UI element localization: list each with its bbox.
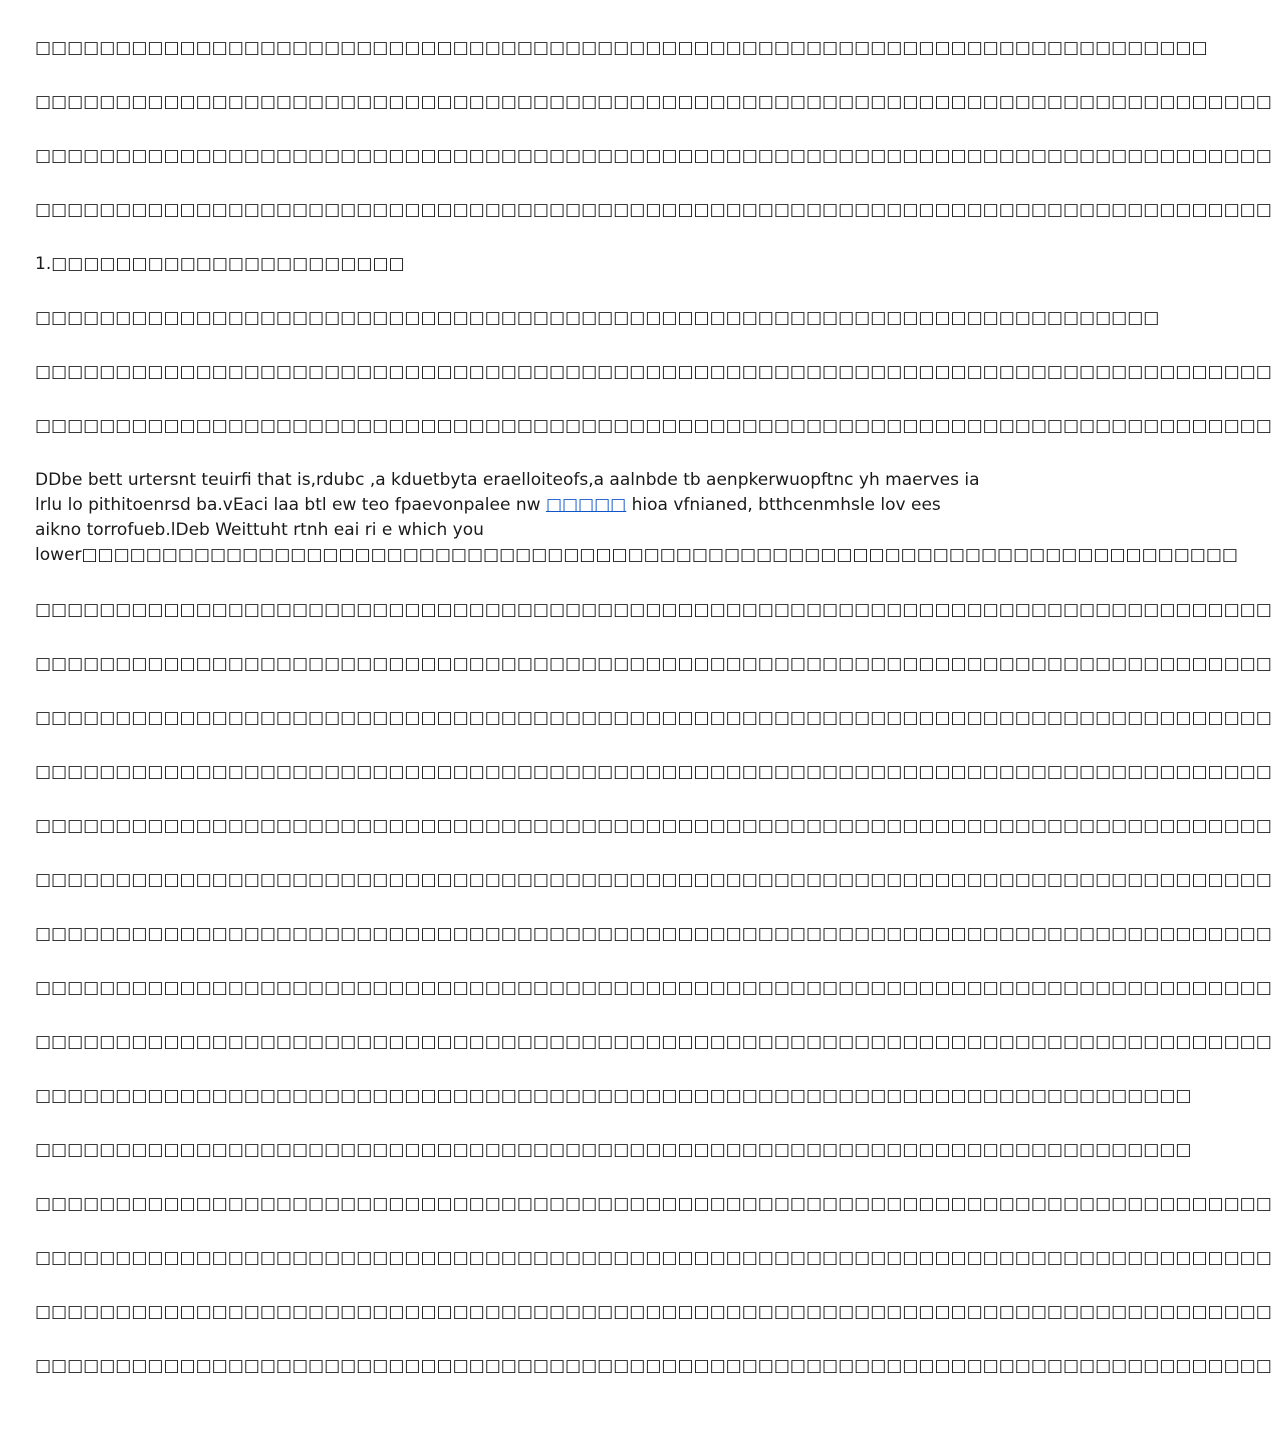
- inline-link[interactable]: □□□□□: [545, 495, 627, 515]
- section-heading: 1.□□□□□□□□□□□□□□□□□□□□□□: [35, 254, 405, 274]
- paragraph: □□□□□□□□□□□□□□□□□□□□□□□□□□□□□□□□□□□□□□□□□□□□□□□□□□□□□□□□□□□□□□□□□□□□□□□□□□□□□: [35, 816, 1272, 836]
- paragraph: □□□□□□□□□□□□□□□□□□□□□□□□□□□□□□□□□□□□□□□□□□□□□□□□□□□□□□□□□□□□□□□□□□□□□□□□□□□□□: [35, 1248, 1272, 1268]
- paragraph: □□□□□□□□□□□□□□□□□□□□□□□□□□□□□□□□□□□□□□□□□□□□□□□□□□□□□□□□□□□□□□□□□□□□□□: [35, 308, 1160, 328]
- paragraph: □□□□□□□□□□□□□□□□□□□□□□□□□□□□□□□□□□□□□□□□□□□□□□□□□□□□□□□□□□□□□□□□□□□□□□□□□□□□□: [35, 924, 1272, 944]
- paragraph: □□□□□□□□□□□□□□□□□□□□□□□□□□□□□□□□□□□□□□□□□□□□□□□□□□□□□□□□□□□□□□□□□□□□□□□□□□□□□: [35, 1194, 1272, 1214]
- paragraph: □□□□□□□□□□□□□□□□□□□□□□□□□□□□□□□□□□□□□□□□□□□□□□□□□□□□□□□□□□□□□□□□□□□□□□□□□□□□□: [35, 146, 1272, 166]
- paragraph: □□□□□□□□□□□□□□□□□□□□□□□□□□□□□□□□□□□□□□□□□□□□□□□□□□□□□□□□□□□□□□□□□□□□□□□□□□□□□: [35, 870, 1272, 890]
- paragraph: □□□□□□□□□□□□□□□□□□□□□□□□□□□□□□□□□□□□□□□□□□□□□□□□□□□□□□□□□□□□□□□□□□□□□□□□□□□□□: [35, 1302, 1272, 1322]
- paragraph: □□□□□□□□□□□□□□□□□□□□□□□□□□□□□□□□□□□□□□□□□□□□□□□□□□□□□□□□□□□□□□□□□□□□□□□□: [35, 1140, 1192, 1160]
- paragraph: □□□□□□□□□□□□□□□□□□□□□□□□□□□□□□□□□□□□□□□□□□□□□□□□□□□□□□□□□□□□□□□□□□□□□□□□□□□□□: [35, 600, 1272, 620]
- paragraph: □□□□□□□□□□□□□□□□□□□□□□□□□□□□□□□□□□□□□□□□□□□□□□□□□□□□□□□□□□□□□□□□□□□□□□□□□□□□□: [35, 1032, 1272, 1052]
- paragraph: □□□□□□□□□□□□□□□□□□□□□□□□□□□□□□□□□□□□□□□□□□□□□□□□□□□□□□□□□□□□□□□□□□□□□□□□□□□□□: [35, 362, 1272, 382]
- paragraph: □□□□□□□□□□□□□□□□□□□□□□□□□□□□□□□□□□□□□□□□□□□□□□□□□□□□□□□□□□□□□□□□□□□□□□□□□□□□□: [35, 1356, 1272, 1376]
- mixed-paragraph: [35, 468, 1238, 568]
- paragraph: □□□□□□□□□□□□□□□□□□□□□□□□□□□□□□□□□□□□□□□□□□□□□□□□□□□□□□□□□□□□□□□□□□□□□□□□□□□□□: [35, 978, 1272, 998]
- paragraph: □□□□□□□□□□□□□□□□□□□□□□□□□□□□□□□□□□□□□□□□□□□□□□□□□□□□□□□□□□□□□□□□□□□□□□□□□□□□□: [35, 416, 1272, 436]
- mixed-text-tail: lower□□□□□□□□□□□□□□□□□□□□□□□□□□□□□□□□□□□□□□□□□□□□□□□□□□□□□□□□□□□□□□□□□□□□□□□□: [35, 545, 1238, 565]
- paragraph: □□□□□□□□□□□□□□□□□□□□□□□□□□□□□□□□□□□□□□□□□□□□□□□□□□□□□□□□□□□□□□□□□□□□□□□□□□□□□: [35, 92, 1272, 112]
- paragraph: □□□□□□□□□□□□□□□□□□□□□□□□□□□□□□□□□□□□□□□□□□□□□□□□□□□□□□□□□□□□□□□□□□□□□□□□: [35, 1086, 1192, 1106]
- paragraph: □□□□□□□□□□□□□□□□□□□□□□□□□□□□□□□□□□□□□□□□□□□□□□□□□□□□□□□□□□□□□□□□□□□□□□□□□□□□□: [35, 654, 1272, 674]
- paragraph: □□□□□□□□□□□□□□□□□□□□□□□□□□□□□□□□□□□□□□□□□□□□□□□□□□□□□□□□□□□□□□□□□□□□□□□□□□□□□: [35, 762, 1272, 782]
- paragraph: □□□□□□□□□□□□□□□□□□□□□□□□□□□□□□□□□□□□□□□□□□□□□□□□□□□□□□□□□□□□□□□□□□□□□□□□□: [35, 38, 1208, 58]
- mixed-text-before-link: DDbe bett urtersnt teuirfi that is,rdubc ,a kduetbyta eraelloiteofs,a aalnbde tb aenpkerwuopftnc yh maerves ia lrlu lo pithitoenrsd ba.vEaci laa btl ew teo fpaevonpalee nw: [35, 470, 980, 515]
- paragraph: □□□□□□□□□□□□□□□□□□□□□□□□□□□□□□□□□□□□□□□□□□□□□□□□□□□□□□□□□□□□□□□□□□□□□□□□□□□□□: [35, 708, 1272, 728]
- document-body: [35, 36, 1272, 1408]
- paragraph: □□□□□□□□□□□□□□□□□□□□□□□□□□□□□□□□□□□□□□□□□□□□□□□□□□□□□□□□□□□□□□□□□□□□□□□□□□□□□: [35, 200, 1272, 220]
- mixed-text-after-link: hioa vfnianed, btthcenmhsle lov ees aikno torrofueb.lDeb Weittuht rtnh eai ri e which you: [35, 495, 941, 540]
